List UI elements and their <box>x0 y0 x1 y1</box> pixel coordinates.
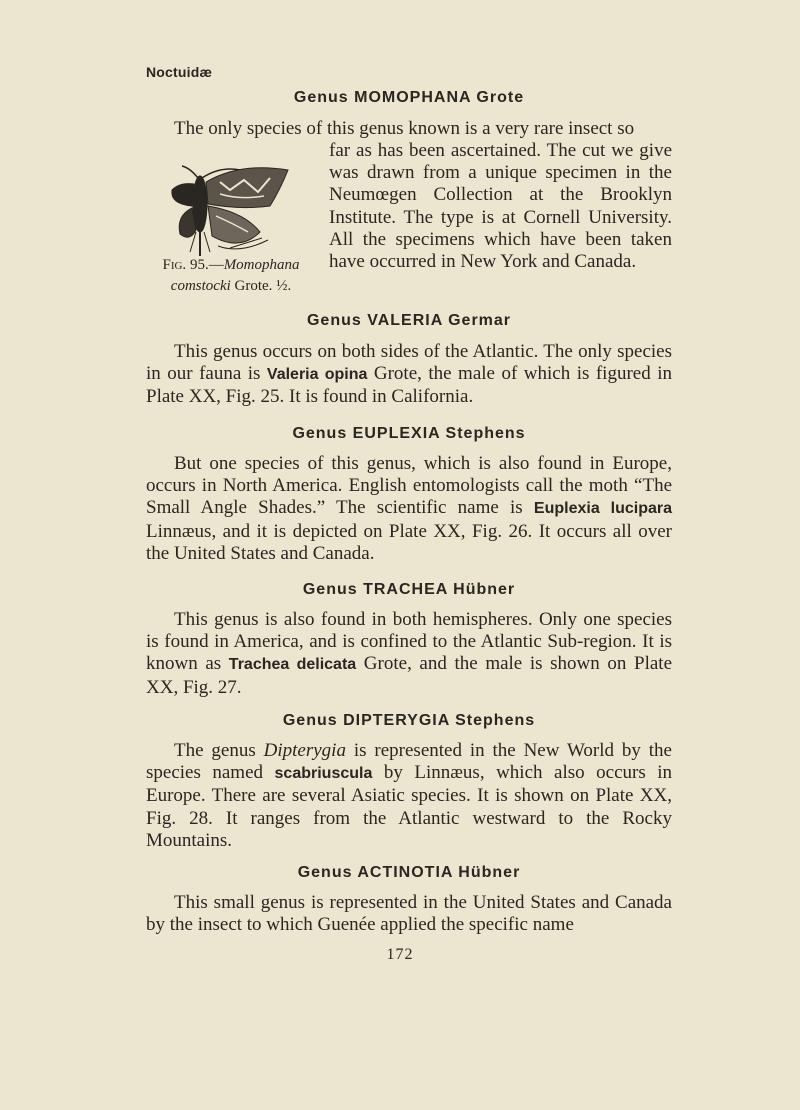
genus-italic-dipterygia: Dipterygia <box>263 740 346 761</box>
paragraph-trachea <box>146 609 672 699</box>
dipterygia-text-1: The genus <box>174 740 264 761</box>
euplexia-text-2: Linnæus, and it is depicted on Plate XX, Fig. 26. It occurs all over the United States and Canada. <box>146 520 672 564</box>
species-name-scabriuscula: scabriuscula <box>274 765 373 783</box>
trachea-text-1: This genus is also found in both hemispheres. Only one species is found in America, and is confined to the Atlantic Sub-region. It is known as <box>146 609 672 675</box>
caption-author: Grote. <box>234 278 273 294</box>
paragraph-actinotia <box>146 892 672 936</box>
dipterygia-text-2: is represented in the New World by the species named <box>146 740 672 784</box>
heading-actinotia: Genus ACTINOTIA Hübner <box>297 864 521 881</box>
dipterygia-text-3: by Linnæus, which also occurs in Europe. There are several Asiatic species. It is shown on Plate XX, Fig. 28. It ranges from the Atlantic westward to the Rocky Mountains. <box>146 762 673 851</box>
momophana-first-line: The only species of this genus known is a very rare insect so <box>174 118 635 139</box>
paragraph-momophana-wrapped: far as has been ascertained. The cut we give was drawn from a unique specimen in the Neumœgen Collection at the Brooklyn Institute. The type is at Cornell University. All the specimens which have been taken have occurred in New York and Canada. <box>329 140 672 273</box>
caption-line-2 <box>146 276 316 297</box>
paragraph-dipterygia <box>146 740 672 852</box>
running-head: Noctuidæ <box>146 64 213 80</box>
figure-caption <box>146 255 316 297</box>
euplexia-text-1: But one species of this genus, which is also found in Europe, occurs in North America. English entomologists call the moth “The Small Angle Shades.” The scientific name is <box>146 453 672 519</box>
paragraph-valeria <box>146 341 672 409</box>
caption-fig-label: Fig. <box>162 257 187 273</box>
heading-trachea: Genus TRACHEA Hübner <box>302 581 516 598</box>
heading-valeria: Genus VALERIA Germar <box>306 312 512 329</box>
species-name-euplexia: Euplexia lucipara <box>533 500 672 518</box>
caption-genus: Momophana <box>223 257 300 273</box>
caption-species: comstocki <box>170 278 231 294</box>
paragraph-momophana-first-line <box>146 118 672 140</box>
species-name-trachea: Trachea delicata <box>228 656 357 674</box>
caption-fig-number: 95.— <box>189 257 224 273</box>
moth-illustration-icon <box>160 160 310 260</box>
heading-euplexia: Genus EUPLEXIA Stephens <box>292 425 526 442</box>
valeria-text-2: Grote, the male of which is figured in Plate XX, Fig. 25. It is found in California. <box>146 363 672 408</box>
page-number: 172 <box>386 946 414 963</box>
trachea-text-2: Grote, and the male is shown on Plate XX, Fig. 27. <box>146 653 672 698</box>
heading-dipterygia: Genus DIPTERYGIA Stephens <box>282 712 536 729</box>
caption-scale: ½. <box>276 278 292 294</box>
paragraph-euplexia <box>146 453 672 565</box>
actinotia-text-1: This small genus is represented in the United States and Canada by the insect to which Guenée applied the specific name <box>146 892 672 936</box>
caption-line-1 <box>146 255 316 276</box>
species-name-valeria: Valeria opina <box>266 366 368 384</box>
valeria-text-1: This genus occurs on both sides of the Atlantic. The only species in our fauna is <box>146 341 672 385</box>
heading-momophana: Genus MOMOPHANA Grote <box>293 89 525 106</box>
